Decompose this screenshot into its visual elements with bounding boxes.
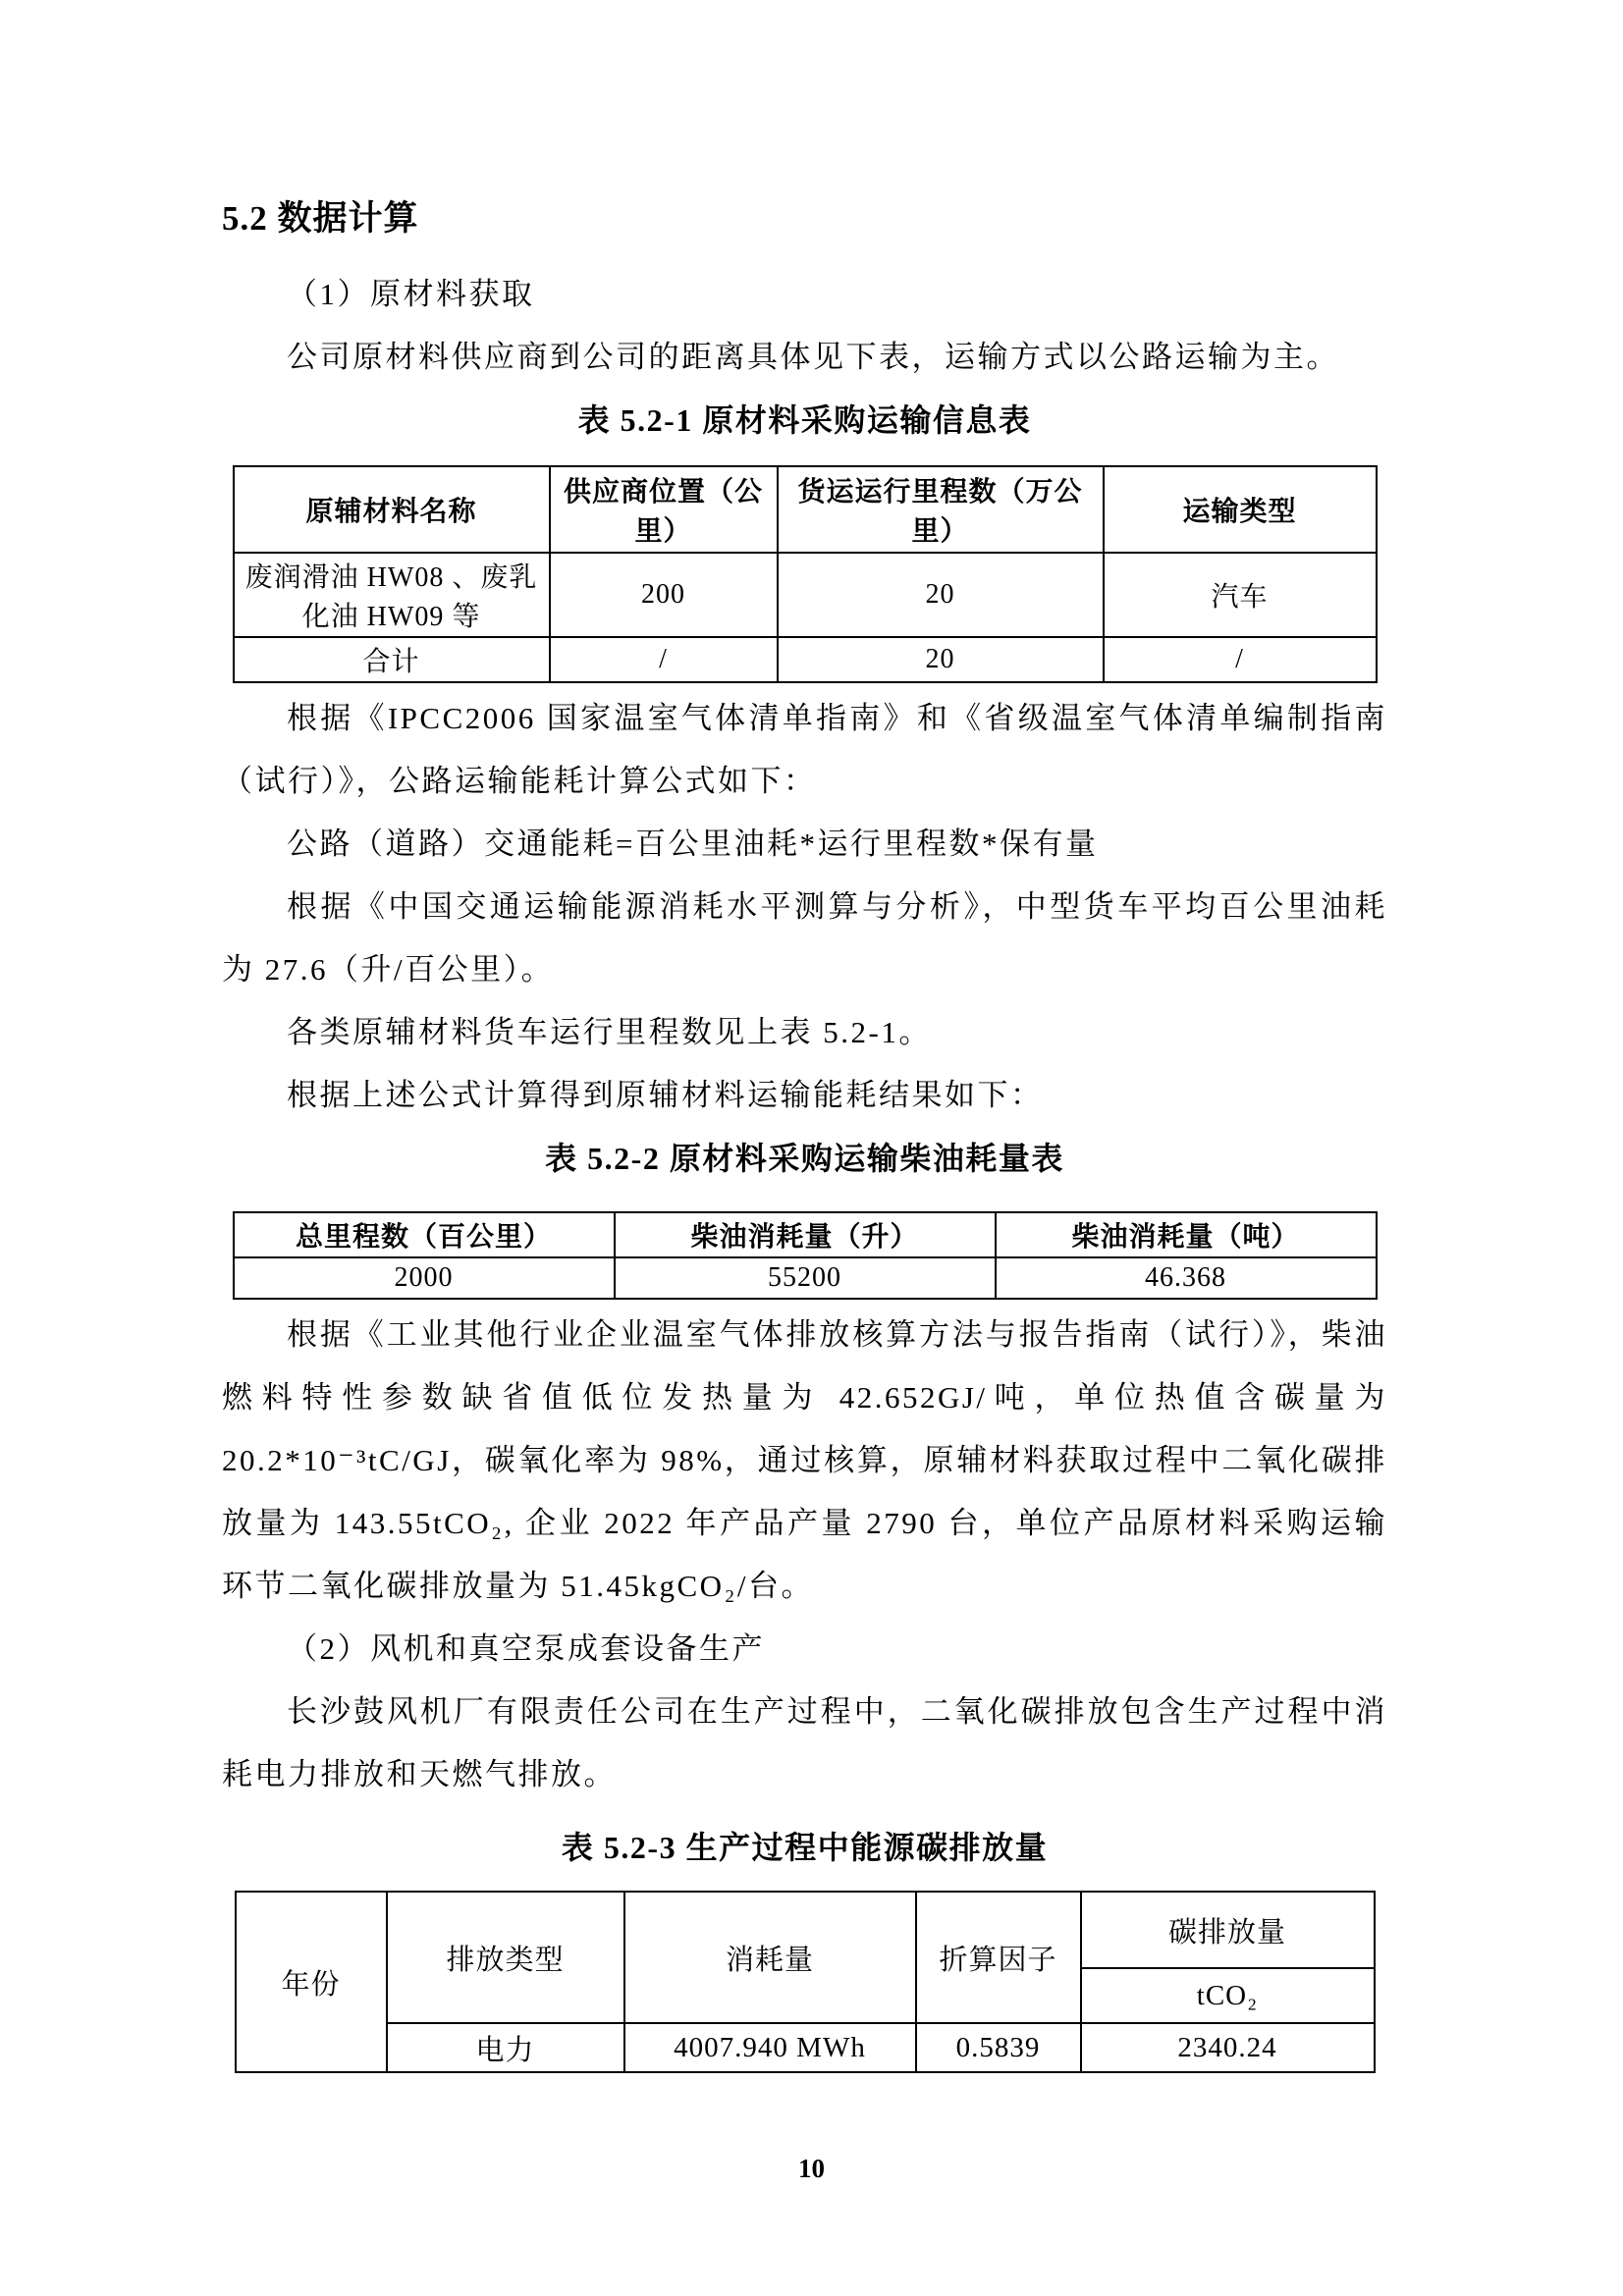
cell-total-label: 合计	[234, 637, 550, 682]
paragraph-8-diesel-emission-calculation: 根据《工业其他行业企业温室气体排放核算方法与报告指南（试行）》，柴油燃料特性参数缺省值低位发热量为 42.652GJ/吨，单位热值含碳量为 20.2*10⁻³tC/GJ，碳氧化率为 98%，通过核算，原辅材料获取过程中二氧化碳排放量为 143.55tCO₂, 企业 2022 年产品产量 2790 台，单位产品原材料采购运输环节二氧化碳排放量为 51.45kgCO₂/台。	[222, 1317, 1387, 1603]
cell-freight-mileage: 20	[778, 553, 1104, 637]
table-row	[234, 553, 1377, 637]
table-5-2-1	[233, 465, 1378, 683]
cell-total-mileage: 20	[778, 637, 1104, 682]
header-cell-consumption: 消耗量	[624, 1892, 916, 2023]
cell-diesel-tons: 46.368	[996, 1257, 1377, 1299]
table-5-2-2	[233, 1211, 1378, 1300]
cell-total-type: /	[1104, 637, 1377, 682]
cell-emission-type: 电力	[387, 2023, 624, 2072]
cell-total-location: /	[550, 637, 778, 682]
paragraph-7-calculation-result-intro: 根据上述公式计算得到原辅材料运输能耗结果如下：	[287, 1078, 1044, 1112]
table-5-2-1-caption: 表 5.2-1 原材料采购运输信息表	[577, 402, 1032, 438]
header-cell-freight-mileage: 货运运行里程数（万公里）	[778, 466, 1104, 553]
cell-transport-type: 汽车	[1104, 553, 1377, 637]
table-5-2-3-header-row-1	[236, 1892, 1375, 1968]
header-cell-carbon-emission: 碳排放量	[1081, 1892, 1375, 1968]
table-5-2-1-header-row	[234, 466, 1377, 553]
paragraph-3-ipcc-guideline: 根据《IPCC2006 国家温室气体清单指南》和《省级温室气体清单编制指南（试行）》，公路运输能耗计算公式如下：	[222, 701, 1387, 798]
cell-consumption: 4007.940 MWh	[624, 2023, 916, 2072]
table-row	[234, 1257, 1377, 1299]
header-cell-transport-type: 运输类型	[1104, 466, 1377, 553]
cell-diesel-liters: 55200	[615, 1257, 996, 1299]
cell-material-name: 废润滑油 HW08 、废乳化油 HW09 等	[234, 553, 550, 637]
paragraph-2-supplier-distance: 公司原材料供应商到公司的距离具体见下表，运输方式以公路运输为主。	[287, 340, 1339, 374]
section-heading: 5.2 数据计算	[222, 199, 419, 238]
header-cell-emission-unit: tCO₂	[1081, 1968, 1375, 2023]
paragraph-6-mileage-reference: 各类原辅材料货车运行里程数见上表 5.2-1。	[287, 1015, 932, 1049]
paragraph-5-truck-fuel-consumption: 根据《中国交通运输能源消耗水平测算与分析》，中型货车平均百公里油耗为 27.6（升/百公里）。	[222, 889, 1387, 987]
table-5-2-2-caption: 表 5.2-2 原材料采购运输柴油耗量表	[545, 1141, 1064, 1176]
table-5-2-2-header-row	[234, 1212, 1377, 1257]
paragraph-10-production-emission-scope: 长沙鼓风机厂有限责任公司在生产过程中，二氧化碳排放包含生产过程中消耗电力排放和天燃气排放。	[222, 1694, 1387, 1791]
table-row-electricity	[236, 2023, 1375, 2072]
header-cell-diesel-tons: 柴油消耗量（吨）	[996, 1212, 1377, 1257]
cell-supplier-location: 200	[550, 553, 778, 637]
header-cell-supplier-location: 供应商位置（公里）	[550, 466, 778, 553]
table-row-total	[234, 637, 1377, 682]
header-cell-diesel-liters: 柴油消耗量（升）	[615, 1212, 996, 1257]
paragraph-1-raw-material-acquisition: （1）原材料获取	[287, 277, 535, 311]
header-cell-total-mileage: 总里程数（百公里）	[234, 1212, 615, 1257]
cell-total-mileage: 2000	[234, 1257, 615, 1299]
header-cell-year: 年份	[236, 1892, 387, 2072]
header-cell-emission-type: 排放类型	[387, 1892, 624, 2023]
table-5-2-3-caption: 表 5.2-3 生产过程中能源碳排放量	[561, 1830, 1049, 1865]
header-cell-material-name: 原辅材料名称	[234, 466, 550, 553]
table-5-2-3	[235, 1891, 1376, 2073]
header-cell-conversion-factor: 折算因子	[916, 1892, 1081, 2023]
paragraph-9-equipment-production: （2）风机和真空泵成套设备生产	[287, 1631, 765, 1666]
cell-carbon-emission: 2340.24	[1081, 2023, 1375, 2072]
paragraph-4-road-energy-formula: 公路（道路）交通能耗=百公里油耗*运行里程数*保有量	[287, 827, 1099, 861]
page-number: 10	[798, 2154, 825, 2183]
cell-conversion-factor: 0.5839	[916, 2023, 1081, 2072]
